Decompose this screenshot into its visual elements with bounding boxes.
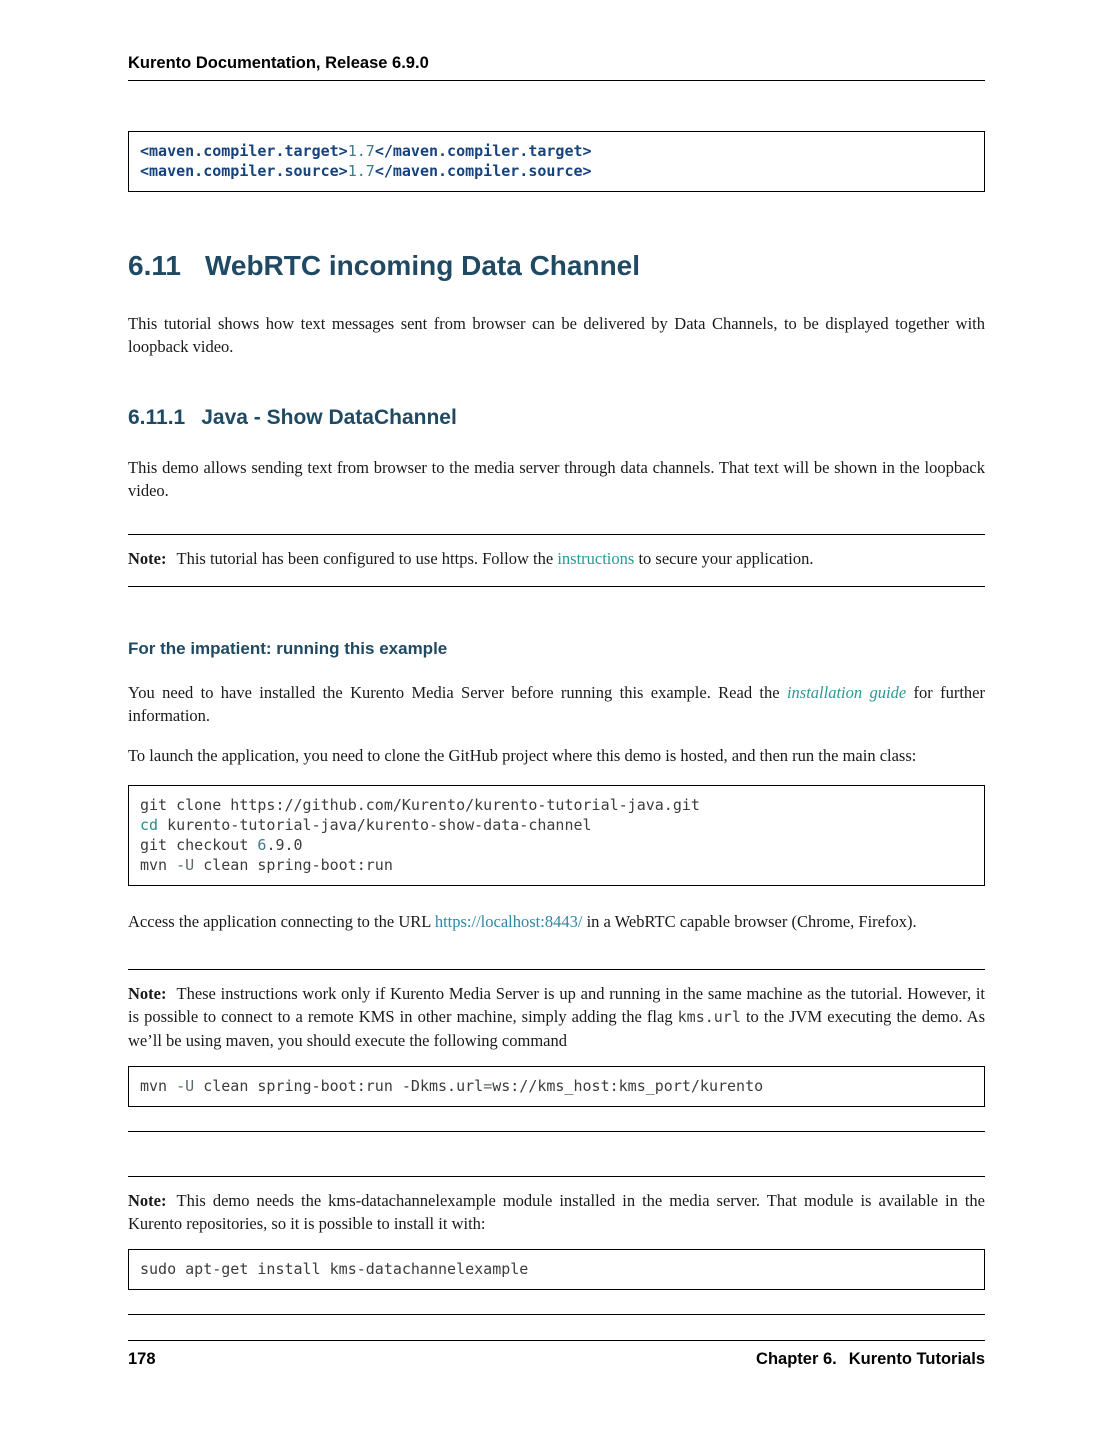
code-token: -U <box>176 856 195 874</box>
note-https <box>128 534 985 587</box>
code-token: sudo apt-get install kms-datachannelexample <box>140 1260 529 1278</box>
paragraph-text: You need to have installed the Kurento Media Server before running this example. Read the <box>128 683 787 702</box>
note-paragraph <box>128 982 985 1052</box>
code-line <box>140 815 973 835</box>
code-token: </maven.compiler.target> <box>374 142 592 160</box>
code-line <box>140 795 973 815</box>
page-footer <box>128 1340 985 1369</box>
code-token: clean spring-boot:run <box>194 1077 402 1095</box>
footer-chapter <box>756 1350 985 1369</box>
code-token: clean spring-boot:run <box>194 856 393 874</box>
note-module-install <box>128 1176 985 1315</box>
subsection-title: Java - Show DataChannel <box>201 406 457 429</box>
impatient-paragraph-1 <box>128 681 985 727</box>
note-label: Note: <box>128 984 167 1003</box>
installation-guide-link[interactable]: installation guide <box>786 683 907 702</box>
paragraph-text: for further information. <box>128 683 985 725</box>
header-rule <box>128 80 985 81</box>
page-header <box>128 0 985 81</box>
note-paragraph <box>128 1189 985 1235</box>
code-token: <maven.compiler.target> <box>140 142 348 160</box>
section-intro-paragraph: This tutorial shows how text messages sent from browser can be delivered by Data Channels, to be displayed together with loopback video. <box>128 314 985 356</box>
note-text: This tutorial has been configured to use https. Follow the <box>176 549 558 568</box>
code-token: </maven.compiler.source> <box>374 162 592 180</box>
code-token: git clone https://github.com/Kurento/kurento-tutorial-java.git <box>140 796 700 814</box>
code-token: -Dkms.url <box>401 1077 484 1095</box>
code-token: 1.7 <box>347 162 375 180</box>
code-token: 1.7 <box>347 142 375 160</box>
code-block-kms-url <box>128 1066 985 1107</box>
paragraph-text: Access the application connecting to the URL <box>128 912 435 931</box>
code-block-clone-run <box>128 785 985 886</box>
code-token: kurento-tutorial-java/kurento-show-data-channel <box>158 816 592 834</box>
note-text: This demo needs the kms-datachannelexample module installed in the media server. That module is available in the Kurento repositories, so it is possible to install it with: <box>128 1191 985 1233</box>
rubric-heading: For the impatient: running this example <box>128 639 448 658</box>
code-line <box>140 141 973 161</box>
page-number: 178 <box>128 1350 156 1368</box>
note-text: to secure your application. <box>634 549 814 568</box>
chapter-title: Kurento Tutorials <box>848 1350 985 1368</box>
code-token: ws://kms_host:kms_port/kurento <box>492 1077 764 1095</box>
section-heading <box>128 250 985 282</box>
code-token: git checkout <box>140 836 258 854</box>
code-line <box>140 1259 973 1279</box>
subsection-heading <box>128 406 985 430</box>
document-title: Kurento Documentation, Release 6.9.0 <box>128 54 429 72</box>
note-paragraph <box>128 547 985 570</box>
code-token: -U <box>176 1077 195 1095</box>
chapter-number: Chapter 6. <box>756 1350 837 1368</box>
footer-rule <box>128 1340 985 1341</box>
code-token: .9.0 <box>266 836 303 854</box>
code-line <box>140 1076 973 1096</box>
section-title: WebRTC incoming Data Channel <box>204 250 641 281</box>
code-token: 6 <box>257 836 267 854</box>
subsection-number: 6.11.1 <box>128 406 186 429</box>
subsection-intro-paragraph: This demo allows sending text from browser to the media server through data channels. That text will be shown in the loopback video. <box>128 458 985 500</box>
note-label: Note: <box>128 549 167 568</box>
code-token: = <box>483 1077 493 1095</box>
section-number: 6.11 <box>128 250 181 281</box>
inline-code: kms.url <box>677 1008 741 1026</box>
paragraph-text: in a WebRTC capable browser (Chrome, Firefox). <box>582 912 917 931</box>
code-block-maven-compiler <box>128 131 985 192</box>
instructions-link[interactable]: instructions <box>557 549 635 568</box>
note-label: Note: <box>128 1191 167 1210</box>
code-token: mvn <box>140 1077 177 1095</box>
access-paragraph <box>128 910 985 933</box>
note-text: to the JVM executing the demo. As we’ll be using maven, you should execute the following command <box>128 1007 985 1050</box>
code-block-apt-install <box>128 1249 985 1290</box>
code-token: mvn <box>140 856 177 874</box>
note-text: These instructions work only if Kurento Media Server is up and running in the same machine as the tutorial. However, it is possible to connect to a remote KMS in other machine, simply adding the flag <box>128 984 985 1026</box>
localhost-url-link[interactable]: https://localhost:8443/ <box>434 912 583 931</box>
code-token: <maven.compiler.source> <box>140 162 348 180</box>
code-line <box>140 855 973 875</box>
code-line <box>140 161 973 181</box>
code-line <box>140 835 973 855</box>
note-kms-url <box>128 969 985 1132</box>
impatient-paragraph-2: To launch the application, you need to clone the GitHub project where this demo is hosted, and then run the main class: <box>128 746 917 765</box>
code-token: cd <box>140 816 159 834</box>
